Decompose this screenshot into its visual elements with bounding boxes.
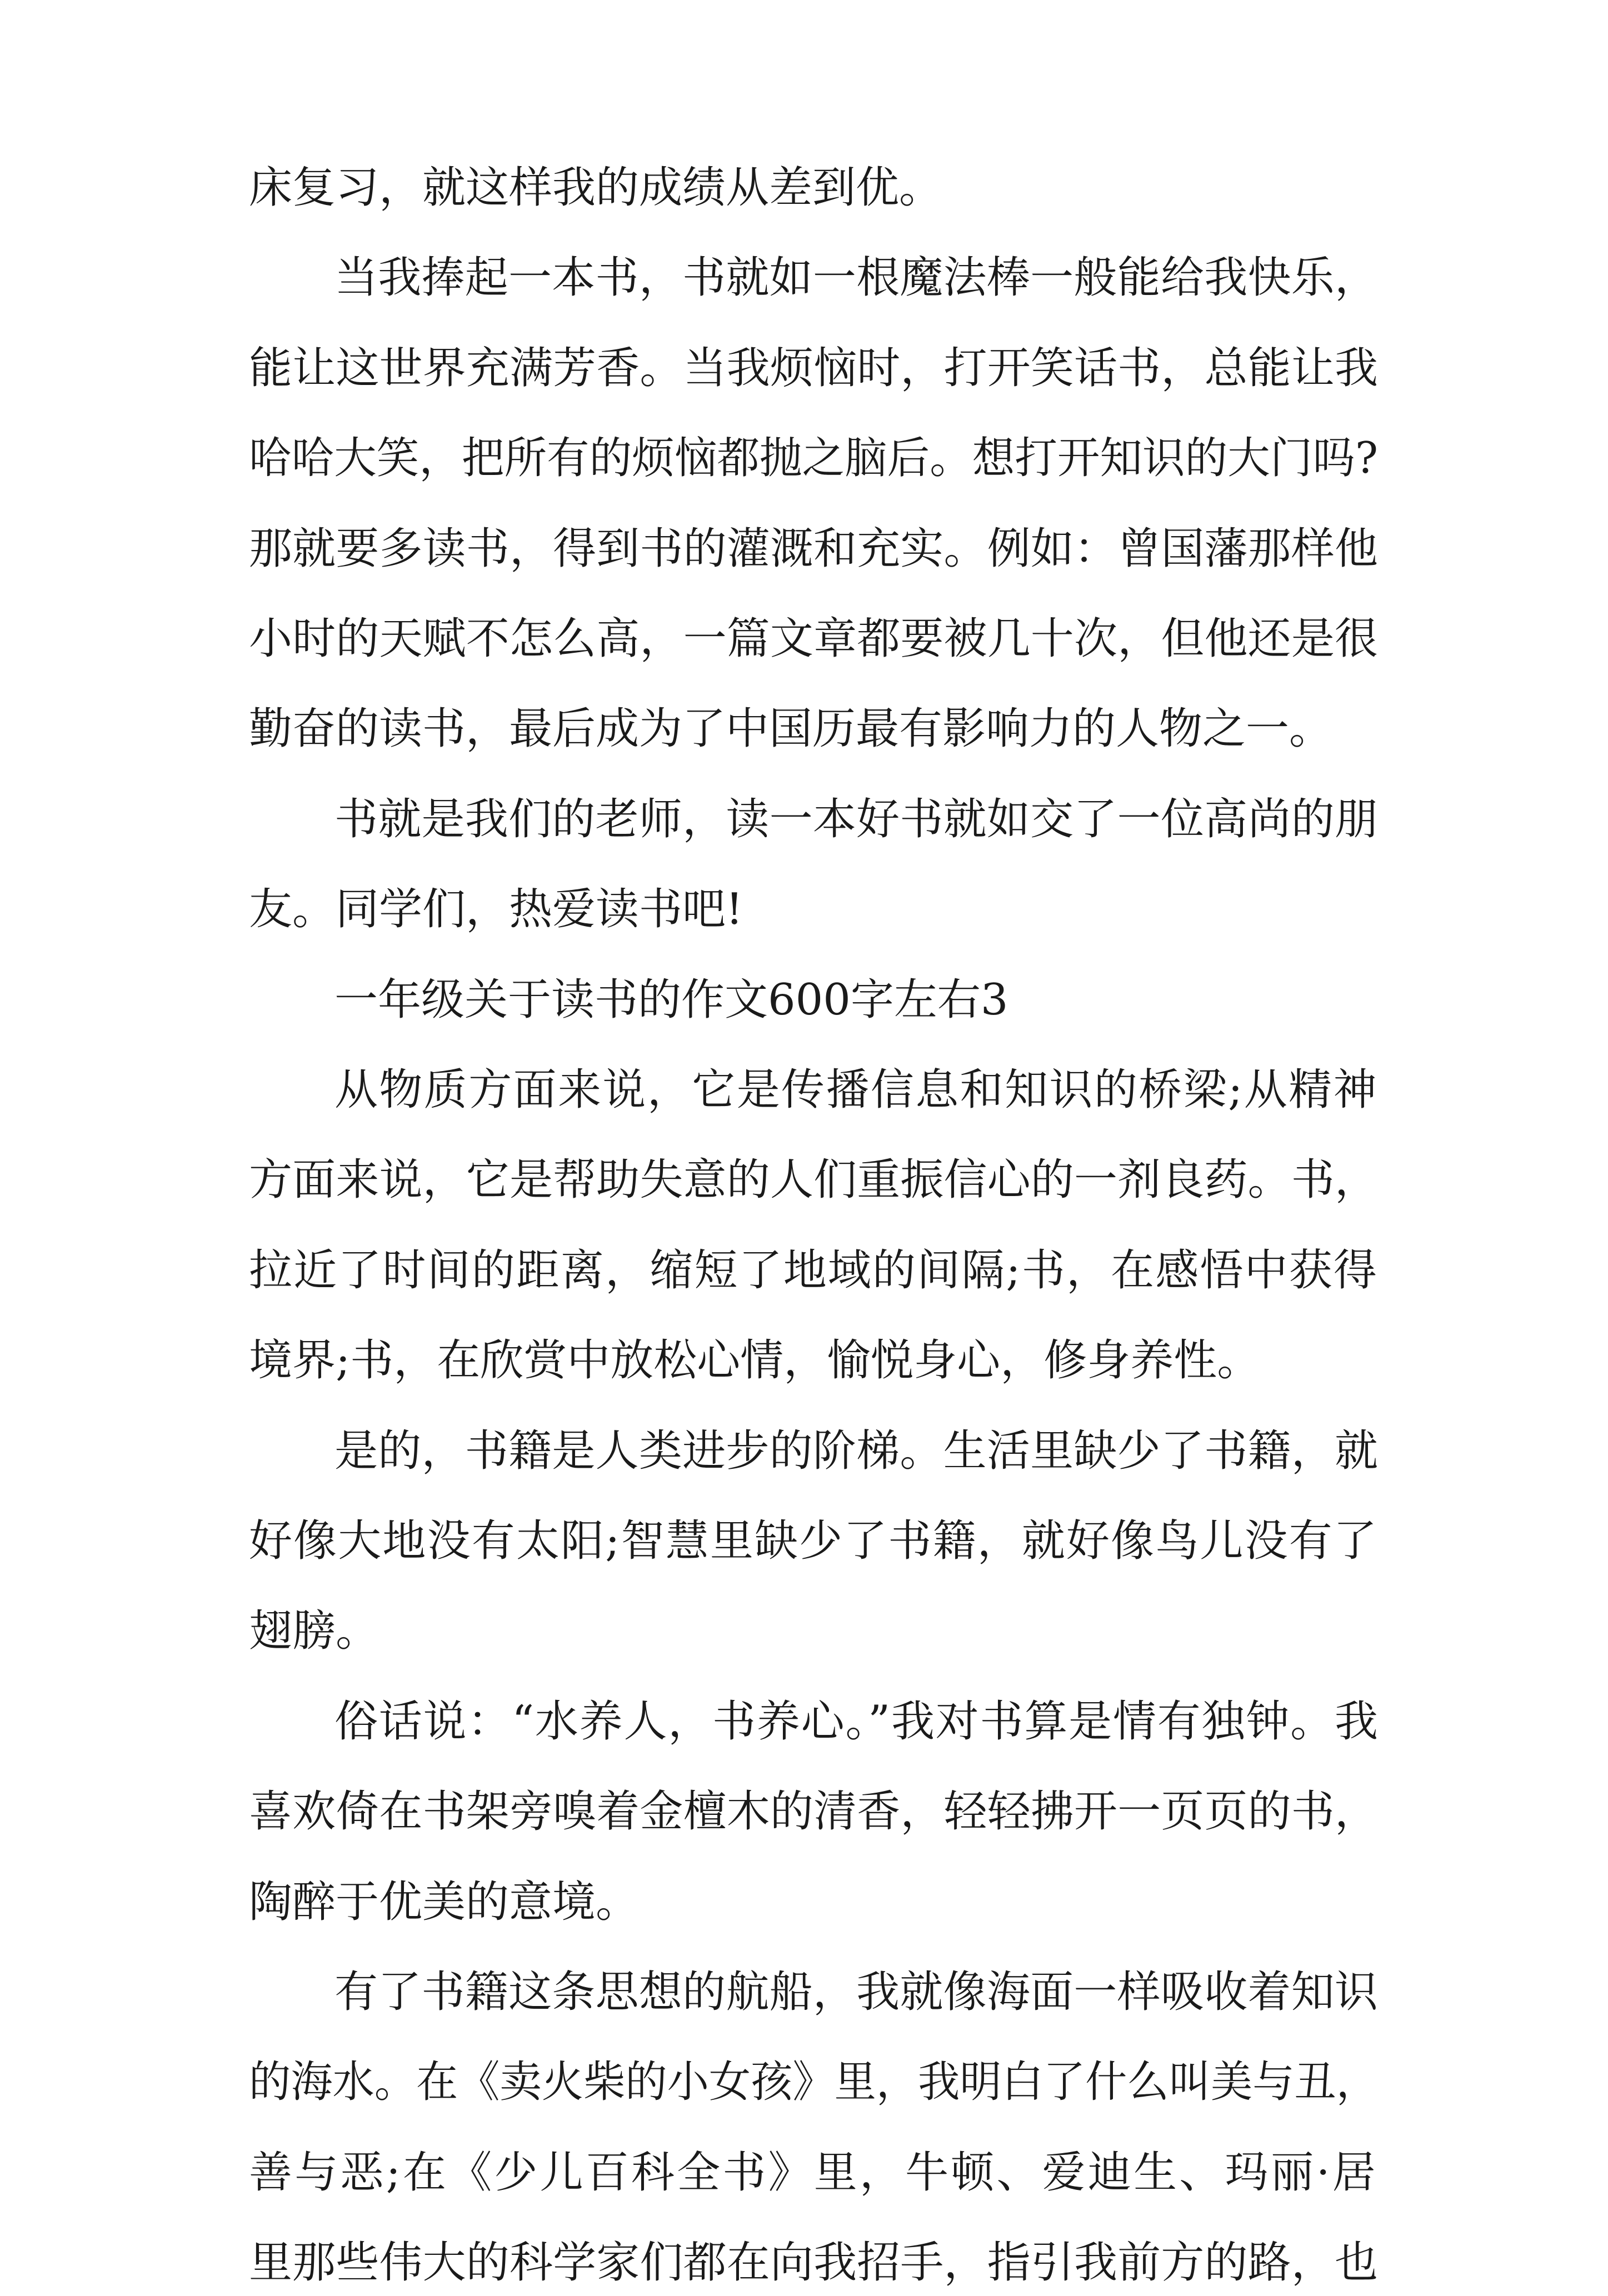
text-line: 陶醉于优美的意境。 <box>249 1877 640 1927</box>
text-line: 当我捧起一本书，书就如一根魔法棒一般能给我快乐， <box>334 253 1379 303</box>
text-line: 小时的天赋不怎么高，一篇文章都要被几十次，但他还是很 <box>249 614 1379 664</box>
text-line: 书就是我们的老师，读一本好书就如交了一位高尚的朋 <box>334 794 1379 844</box>
text-line: 勤奋的读书，最后成为了中国历最有影响力的人物之一。 <box>249 704 1333 754</box>
text-line: 那就要多读书，得到书的灌溉和充实。例如：曾国藩那样他 <box>249 523 1379 574</box>
text-line: 能让这世界充满芳香。当我烦恼时，打开笑话书，总能让我 <box>249 343 1379 393</box>
text-line: 从物质方面来说，它是传播信息和知识的桥梁;从精神 <box>334 1065 1378 1115</box>
text-line: 友。同学们，热爱读书吧! <box>249 884 743 935</box>
text-line: 好像大地没有太阳;智慧里缺少了书籍，就好像鸟儿没有了 <box>249 1516 1378 1566</box>
text-line: 善与恶;在《少儿百科全书》里，牛顿、爱迪生、玛丽·居 <box>249 2147 1378 2198</box>
text-line: 俗话说：“水养人，书养心。”我对书算是情有独钟。我 <box>334 1696 1379 1747</box>
text-line: 翅膀。 <box>249 1606 379 1657</box>
text-line: 拉近了时间的距离，缩短了地域的间隔;书，在感悟中获得 <box>249 1245 1378 1295</box>
text-line: 有了书籍这条思想的航船，我就像海面一样吸收着知识 <box>334 1967 1379 2017</box>
text-line: 境界;书，在欣赏中放松心情，愉悦身心，修身养性。 <box>249 1335 1261 1386</box>
text-line: 床复习，就这样我的成绩从差到优。 <box>249 163 943 213</box>
text-line: 里那些伟大的科学家们都在向我招手，指引我前方的路，也 <box>249 2238 1379 2288</box>
text-line: 的海水。在《卖火柴的小女孩》里，我明白了什么叫美与丑， <box>249 2057 1378 2108</box>
text-line: 方面来说，它是帮助失意的人们重振信心的一剂良药。书， <box>249 1155 1379 1205</box>
text-line: 一年级关于读书的作文600字左右3 <box>334 974 1008 1025</box>
text-line: 哈哈大笑，把所有的烦恼都抛之脑后。想打开知识的大门吗? <box>249 433 1378 484</box>
text-line: 是的，书籍是人类进步的阶梯。生活里缺少了书籍，就 <box>334 1425 1379 1476</box>
text-line: 喜欢倚在书架旁嗅着金檀木的清香，轻轻拂开一页页的书， <box>249 1787 1379 1837</box>
